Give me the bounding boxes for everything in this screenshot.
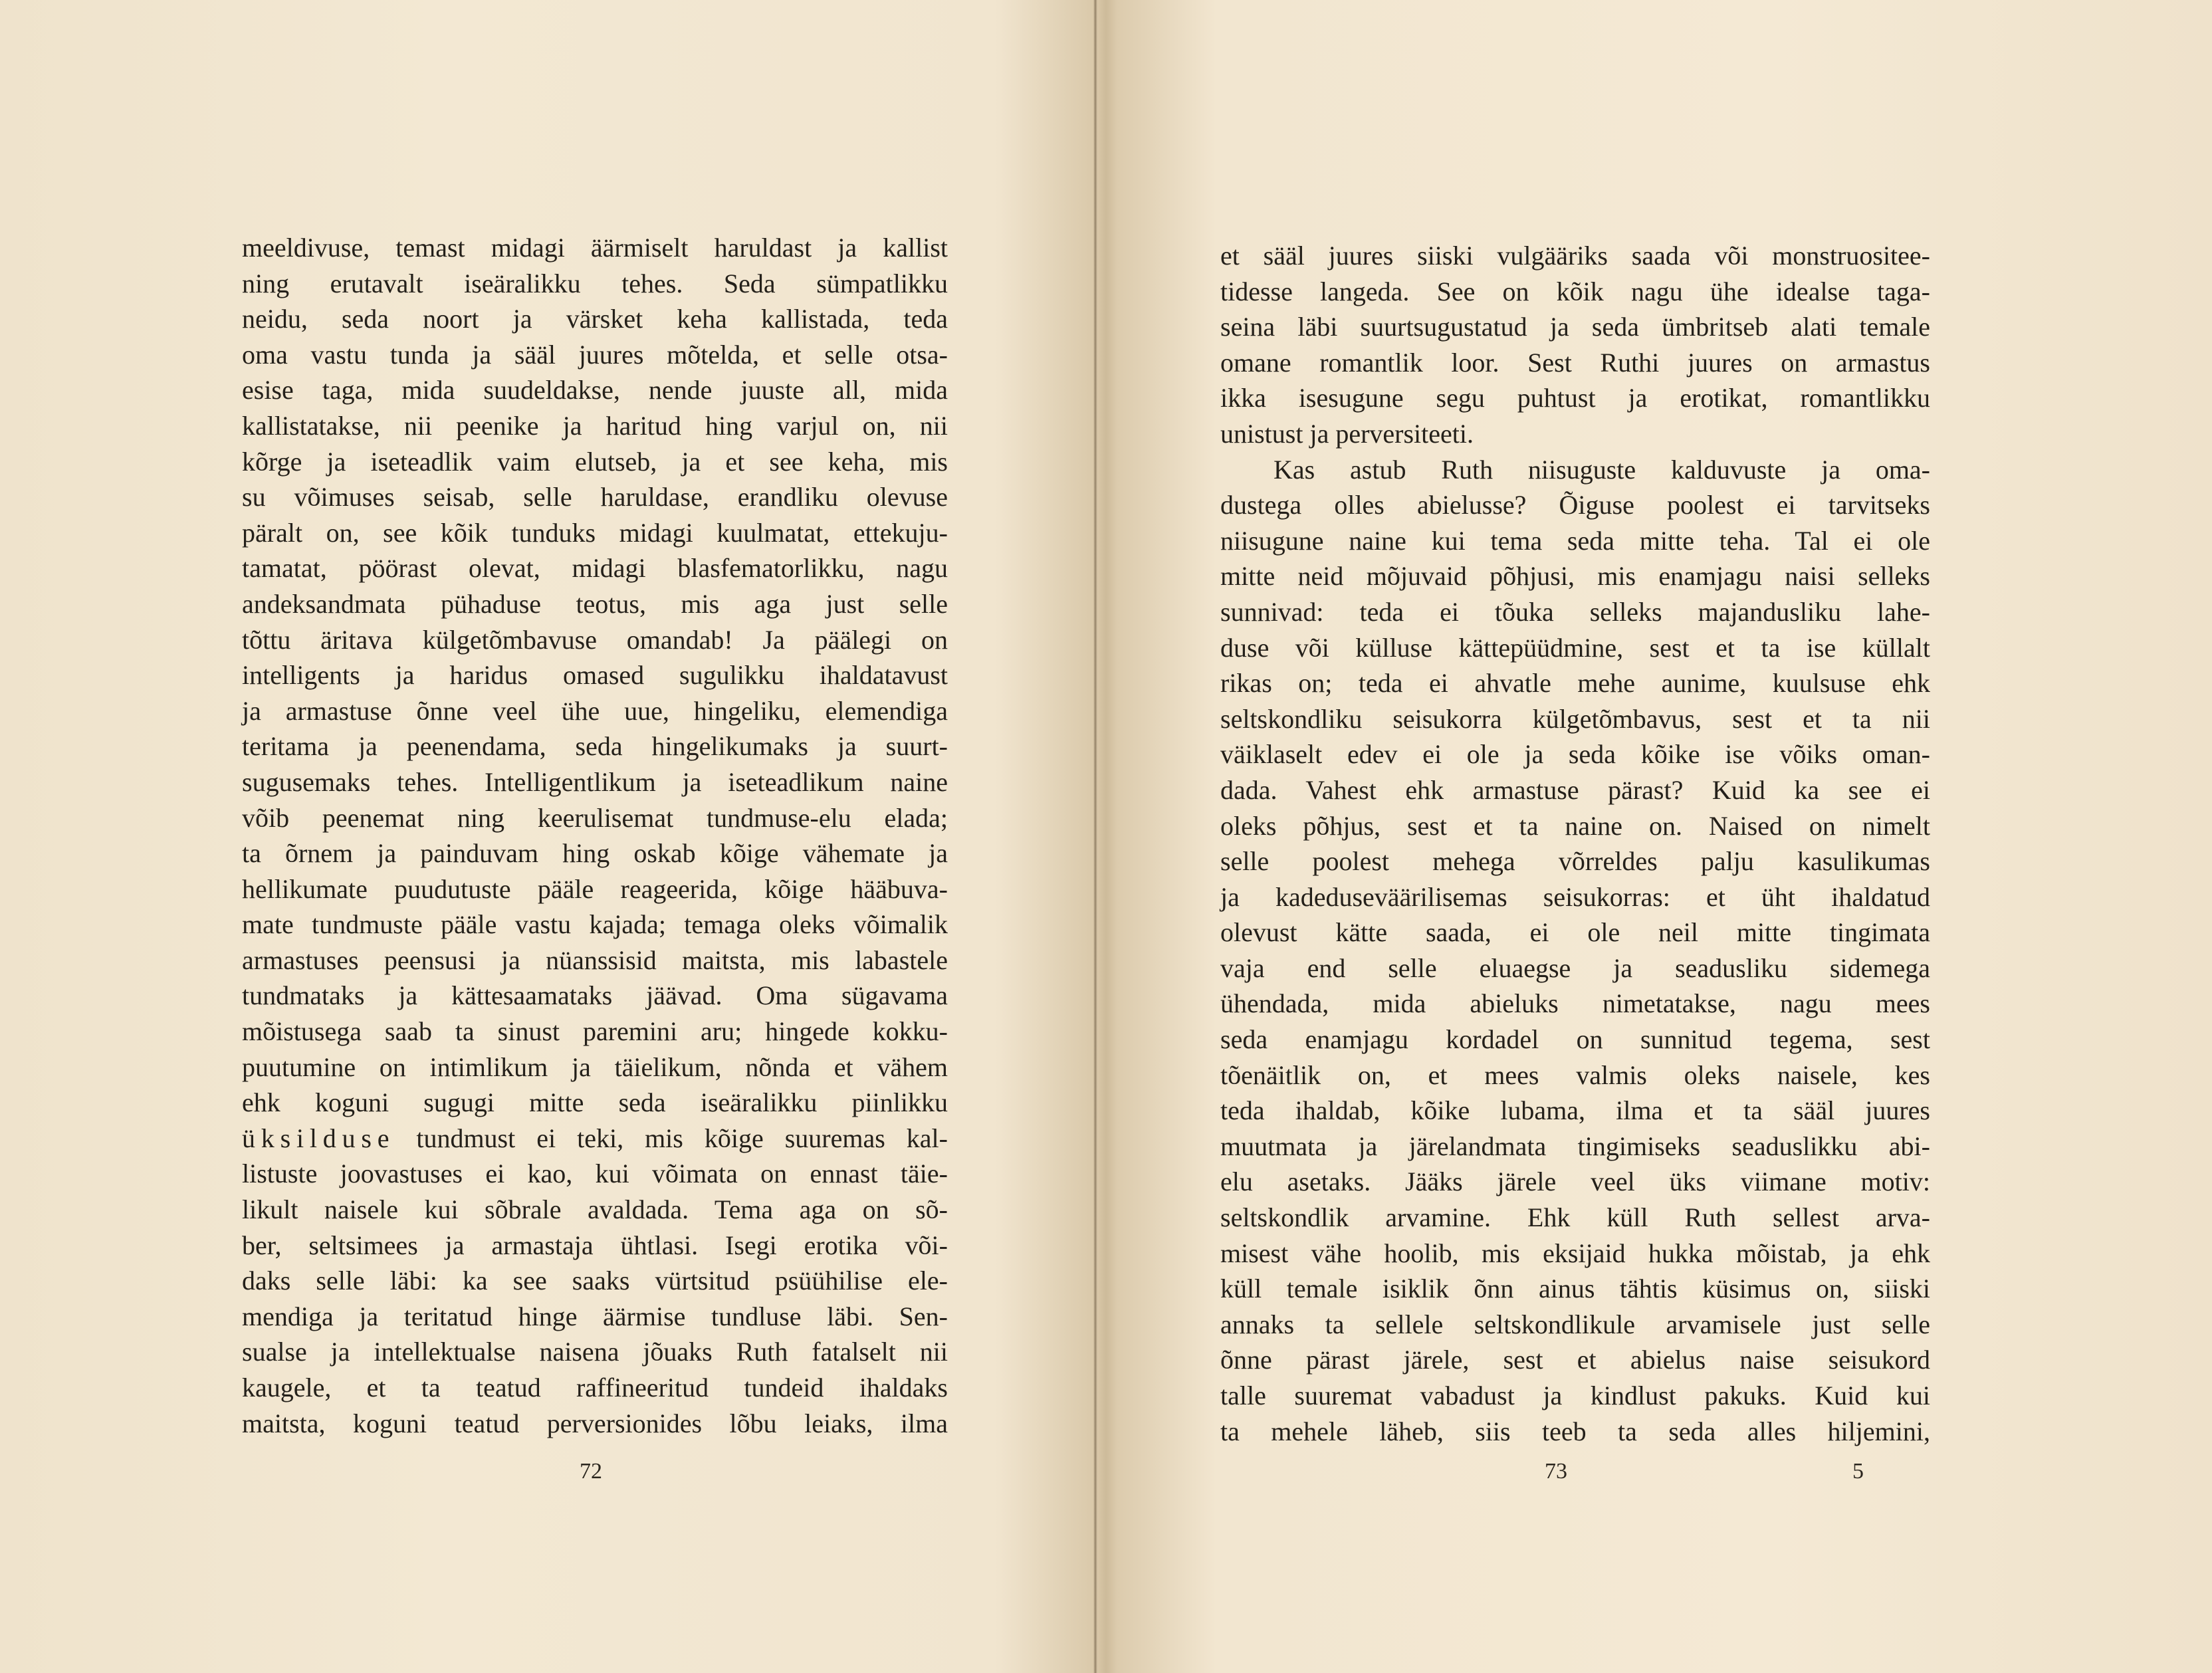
left-page (0, 0, 1097, 1673)
text-line: ehk koguni sugugi mitte seda iseäralikku piinlikku (242, 1087, 948, 1118)
text-line: õnne pärast järele, sest et abielus naise seisukord (1220, 1345, 1930, 1375)
text-line: sunnivad: teda ei tõuka selleks majandusliku lahe- (1220, 596, 1930, 627)
text-line: puutumine on intimlikum ja täielikum, nõnda et vähem (242, 1052, 948, 1082)
text-line: mendiga ja teritatud hinge äärmise tundluse läbi. Sen- (242, 1301, 948, 1331)
text-line: tundmataks ja kättesaamataks jäävad. Oma sügavama (242, 980, 948, 1011)
text-line: tidesse langeda. See on kõik nagu ühe idealse taga- (1220, 276, 1930, 306)
text-line: kaugele, et ta teatud raffineeritud tundeid ihaldaks (242, 1373, 948, 1402)
text-line: dustega olles abielusse? Õiguse poolest ei tarvitseks (1220, 490, 1930, 520)
text-line: päralt on, see kõik tunduks midagi kuulmatat, ettekuju- (242, 517, 948, 548)
text-line: olevust kätte saada, ei ole neil mitte tingimata (1220, 917, 1930, 948)
text-line: seina läbi suurtsugustatud ja seda ümbritseb alati temale (1220, 312, 1930, 342)
text-line: rikas on; teda ei ahvatle mehe aunime, kuulsuse ehk (1220, 668, 1930, 699)
text-line: küll temale isiklik õnn ainus tähtis küsimus on, siiski (1220, 1274, 1930, 1304)
text-line-spaced (242, 1121, 948, 1157)
text-line: mate tundmuste pääle vastu kajada; temaga oleks võimalik (242, 909, 948, 940)
text-line: esise taga, mida suudeldakse, nende juuste all, mida (242, 375, 948, 405)
text-line: su võimuses seisab, selle haruldase, erandliku olevuse (242, 482, 948, 512)
text-line: kõrge ja iseteadlik vaim elutseb, ja et see keha, mis (242, 446, 948, 477)
text-line: dada. Vahest ehk armastuse pärast? Kuid ka see ei (1220, 774, 1930, 805)
text-line-rest: tundmust ei teki, mis kõige suuremas kal- (395, 1123, 948, 1153)
right-page-text (1220, 238, 1930, 1449)
text-line: ühendada, mida abieluks nimetatakse, nagu mees (1220, 988, 1930, 1019)
text-line: vaja end selle eluaegse ja seadusliku sidemega (1220, 952, 1930, 983)
text-line: duse või külluse kättepüüdmine, sest et ta ise küllalt (1220, 632, 1930, 663)
text-line: ja armastuse õnne veel ühe uue, hingeliku, elemendiga (242, 695, 948, 726)
text-line: annaks ta sellele seltskondlikule arvamisele just selle (1220, 1309, 1930, 1339)
spaced-emphasis-word: üksilduse (242, 1123, 395, 1153)
text-line: tõttu äritava külgetõmbavuse omandab! Ja päälegi on (242, 624, 948, 655)
text-line: et sääl juures siiski vulgääriks saada või monstruositee- (1220, 241, 1930, 271)
text-line: seda enamjagu kordadel on sunnitud tegema, sest (1220, 1024, 1930, 1055)
text-line: väiklaselt edev ei ole ja seda kõike ise võiks oman- (1220, 739, 1930, 770)
text-line: tõenäitlik on, et mees valmis oleks naisele, kes (1220, 1060, 1930, 1090)
text-line: meeldivuse, temast midagi äärmiselt haruldast ja kallist (242, 233, 948, 263)
text-line: niisugune naine kui tema seda mitte teha. Tal ei ole (1220, 525, 1930, 556)
text-line: intelligents ja haridus omased sugulikku ihaldatavust (242, 660, 948, 691)
text-line: neidu, seda noort ja värsket keha kallistada, teda (242, 304, 948, 334)
text-line: ning erutavalt iseäralikku tehes. Seda sümpatlikku (242, 268, 948, 298)
text-line: maitsta, koguni teatud perversionides lõbu leiaks, ilma (242, 1408, 948, 1438)
text-line: mõistusega saab ta sinust paremini aru; hingede kokku- (242, 1016, 948, 1047)
signature-mark: 5 (1852, 1459, 1864, 1484)
text-line: unistust ja perversiteeti. (1220, 418, 1474, 449)
text-line: ber, seltsimees ja armastaja ühtlasi. Isegi erotika või- (242, 1230, 948, 1260)
text-line: ta õrnem ja painduvam hing oskab kõige vähemate ja (242, 838, 948, 869)
text-line: listuste joovastuses ei kao, kui võimata on ennast täie- (242, 1159, 948, 1189)
text-line: muutmata ja järelandmata tingimiseks seaduslikku abi- (1220, 1131, 1930, 1161)
text-line: kallistatakse, nii peenike ja haritud hing varjul on, nii (242, 410, 948, 441)
text-line: andeksandmata pühaduse teotus, mis aga just selle (242, 588, 948, 619)
text-line: omane romantlik loor. Sest Ruthi juures on armastus (1220, 347, 1930, 378)
right-page (1098, 0, 2212, 1673)
text-line: seltskondlik arvamine. Ehk küll Ruth sellest arva- (1220, 1202, 1930, 1233)
text-line: daks selle läbi: ka see saaks vürtsitud psüühilise ele- (242, 1266, 948, 1296)
text-line: ta mehele läheb, siis teeb ta seda alles hiljemini, (1220, 1416, 1930, 1446)
left-page-text (242, 230, 948, 1441)
text-line: Kas astub Ruth niisuguste kalduvuste ja oma- (1273, 454, 1930, 485)
text-line: likult naisele kui sõbrale avaldada. Tema aga on sõ- (242, 1194, 948, 1225)
text-line: oma vastu tunda ja sääl juures mõtelda, et selle otsa- (242, 339, 948, 370)
text-line: mitte neid mõjuvaid põhjusi, mis enamjagu naisi selleks (1220, 561, 1930, 592)
text-line: talle suuremat vabadust ja kindlust pakuks. Kuid kui (1220, 1381, 1930, 1410)
text-line: hellikumate puudutuste pääle reageerida, kõige hääbuva- (242, 873, 948, 904)
text-line: selle poolest mehega võrreldes palju kasulikumas (1220, 846, 1930, 877)
text-line: võib peenemat ning keerulisemat tundmuse-elu elada; (242, 802, 948, 833)
text-line: teda ihaldab, kõike lubama, ilma et ta sääl juures (1220, 1095, 1930, 1126)
text-line: teritama ja peenendama, seda hingelikumaks ja suurt- (242, 731, 948, 762)
page-number: 72 (580, 1459, 602, 1484)
text-line: armastuses peensusi ja nüanssisid maitsta, mis labastele (242, 945, 948, 975)
text-line: ja kadeduseväärilisemas seisukorras: et üht ihaldatud (1220, 881, 1930, 912)
text-line: elu asetaks. Jääks järele veel üks viimane motiv: (1220, 1167, 1930, 1197)
text-line: ikka isesugune segu puhtust ja erotikat, romantlikku (1220, 383, 1930, 413)
page-number: 73 (1545, 1459, 1567, 1484)
text-line: tamatat, pöörast olevat, midagi blasfematorlikku, nagu (242, 553, 948, 584)
text-line: sugusemaks tehes. Intelligentlikum ja iseteadlikum naine (242, 766, 948, 797)
text-line: sualse ja intellektualse naisena jõuaks Ruth fatalselt nii (242, 1337, 948, 1367)
text-line: seltskondliku seisukorra külgetõmbavus, sest et ta nii (1220, 703, 1930, 734)
text-line: oleks põhjus, sest et ta naine on. Naised on nimelt (1220, 810, 1930, 841)
text-line: misest vähe hoolib, mis eksijaid hukka mõistab, ja ehk (1220, 1238, 1930, 1268)
